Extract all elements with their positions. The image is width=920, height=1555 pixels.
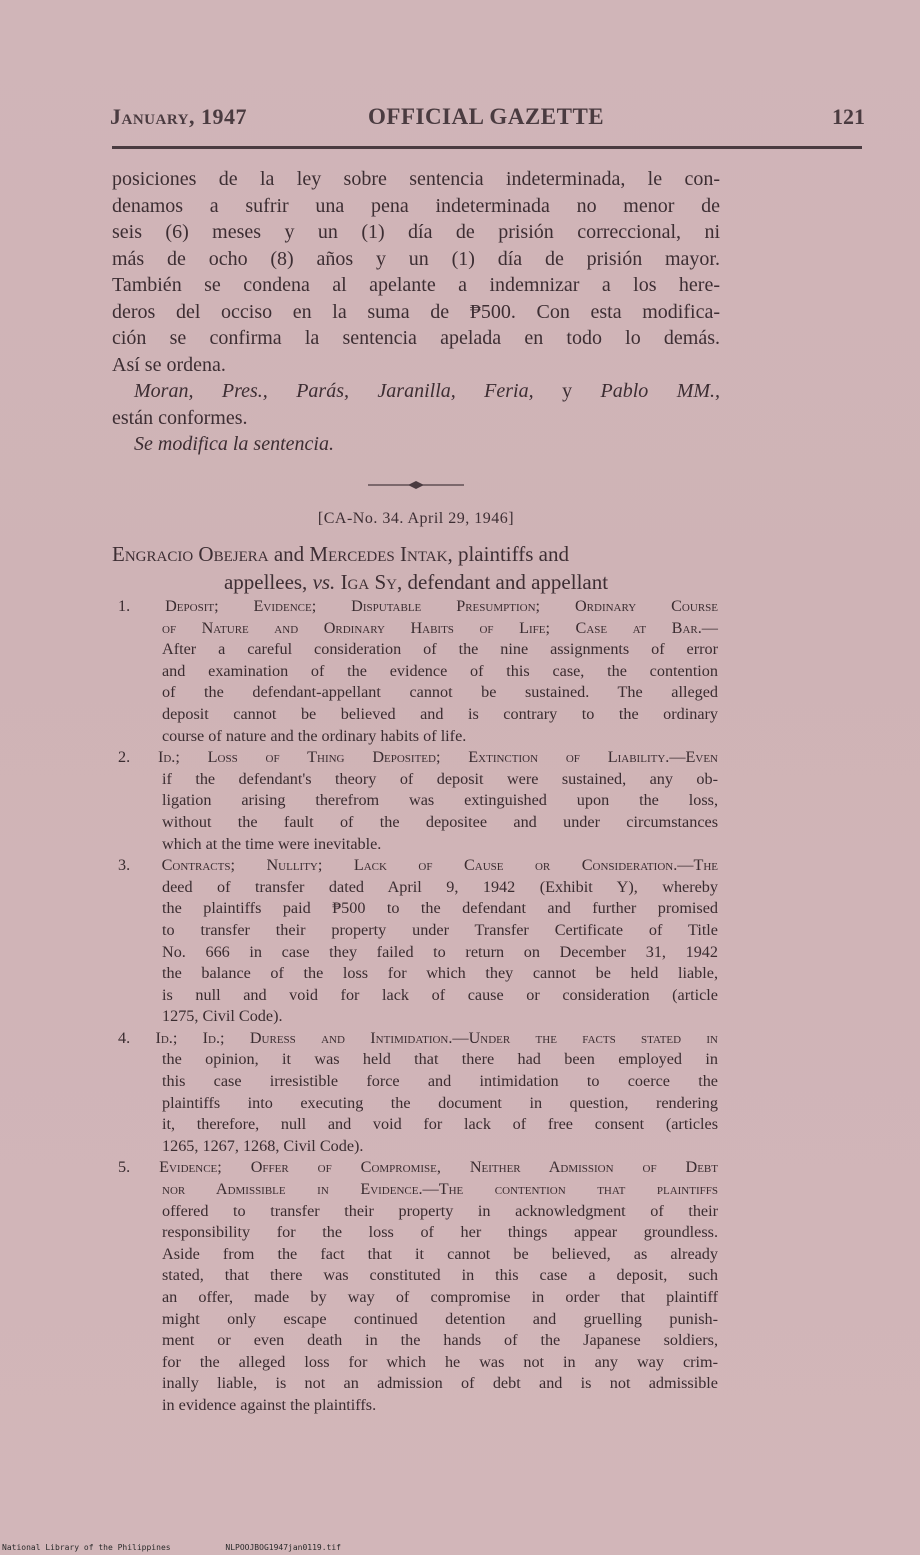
footer-filename: NLPOOJBOG1947jan0119.tif <box>225 1543 341 1552</box>
syllabus-item-5 <box>118 1157 718 1416</box>
syllabus-line: 1. Deposit; Evidence; Disputable Presumption; Ordinary Course <box>118 597 718 615</box>
syllabus-line: in evidence against the plaintiffs. <box>162 1395 377 1414</box>
syllabus-line: inally liable, is not an admission of debt and is not admissible <box>162 1374 718 1393</box>
page-header <box>110 104 865 140</box>
parties-role-2: appellees, <box>223 570 313 594</box>
concurring-justice-last: Pablo MM., <box>600 380 721 402</box>
syllabus-line: nor Admissible in Evidence.—The contention that plaintiffs <box>162 1180 718 1199</box>
concurrence-line <box>112 378 720 405</box>
syllabus-line: 4. Id.; Id.; Duress and Intimidation.—Under the facts stated in <box>118 1028 718 1047</box>
syllabus-line: if the defendant's theory of deposit were sustained, any ob- <box>162 769 718 788</box>
syllabus-line: 1275, Civil Code). <box>162 1007 283 1026</box>
syllabus-line: it, therefore, null and void for lack of free consent (articles <box>162 1115 718 1134</box>
syllabus-line: stated, that there was constituted in this case a deposit, such <box>162 1266 718 1285</box>
concurring-justices: Moran, Pres., Parás, Jaranilla, Feria, <box>134 380 534 402</box>
syllabus-line: and examination of the evidence of this case, the contention <box>162 661 718 680</box>
syllabus-item-1 <box>118 596 718 747</box>
syllabus-line: plaintiffs into executing the document in question, rendering <box>162 1093 718 1112</box>
concurrence-line-2: están conformes. <box>112 406 248 429</box>
header-rule <box>112 146 862 149</box>
body-line: seis (6) meses y un (1) día de prisión correccional, ni <box>112 221 720 243</box>
section-divider-ornament <box>368 478 464 492</box>
parties-line-2 <box>112 568 720 596</box>
case-number: [CA-No. 34. April 29, 1946] <box>317 510 515 527</box>
syllabus-item-4 <box>118 1028 718 1158</box>
syllabus-line: No. 666 in case they failed to return on December 31, 1942 <box>162 942 718 961</box>
body-line: ción se confirma la sentencia apelada en todo lo demás. <box>112 327 720 349</box>
syllabus-line: 1265, 1267, 1268, Civil Code). <box>162 1136 364 1155</box>
plaintiff-1: Engracio Obejera <box>112 542 269 566</box>
syllabus-line: 2. Id.; Loss of Thing Deposited; Extinction of Liability.—Even <box>118 748 718 767</box>
syllabus-line: 5. Evidence; Offer of Compromise, Neither Admission of Debt <box>118 1158 718 1177</box>
decision-text <box>112 166 720 458</box>
syllabus-line: ment or even death in the hands of the Japanese soldiers, <box>162 1331 718 1350</box>
syllabus-item-2 <box>118 747 718 855</box>
plaintiff-2: Mercedes Intak <box>309 542 448 566</box>
footer-library: National Library of the Philippines <box>2 1543 171 1552</box>
body-line: posiciones de la ley sobre sentencia indeterminada, le con- <box>112 168 720 190</box>
body-line: más de ocho (8) años y un (1) día de prisión mayor. <box>112 247 720 270</box>
syllabus-line: ligation arising therefrom was extinguished upon the loss, <box>162 791 718 810</box>
syllabus-line: deposit cannot be believed and is contrary to the ordinary <box>162 704 718 723</box>
syllabus-line: an offer, made by way of compromise in order that plaintiff <box>162 1288 718 1306</box>
body-line: denamos a sufrir una pena indeterminada no menor de <box>112 194 720 217</box>
syllabus-line: course of nature and the ordinary habits of life. <box>162 726 467 745</box>
header-publication: OFFICIAL GAZETTE <box>368 104 605 129</box>
parties-line-1 <box>112 540 720 568</box>
page-number: 121 <box>832 104 865 129</box>
syllabus-line: the opinion, it was held that there had been employed in <box>162 1050 718 1069</box>
concur-conjunction: y <box>562 380 573 402</box>
syllabus-line: offered to transfer their property in acknowledgment of their <box>162 1201 718 1220</box>
parties-and: and <box>268 542 310 566</box>
parties-role-1: , plaintiffs and <box>447 542 569 566</box>
parties-role-3: , defendant and appellant <box>396 570 609 594</box>
syllabus-line: 3. Contracts; Nullity; Lack of Cause or Consideration.—The <box>118 856 718 875</box>
scan-footer <box>2 1543 391 1552</box>
syllabus-line: for the alleged loss for which he was not in any way crim- <box>162 1352 718 1371</box>
syllabus-line: this case irresistible force and intimidation to coerce the <box>162 1072 718 1091</box>
syllabus-line: might only escape continued detention and gruelling punish- <box>162 1309 718 1328</box>
body-line: Así se ordena. <box>112 353 226 376</box>
syllabus-line: without the fault of the depositee and under circumstances <box>162 812 718 831</box>
body-line: deros del occiso en la suma de ₱500. Con esta modifica- <box>112 300 720 323</box>
syllabus-line: the balance of the loss for which they cannot be held liable, <box>162 964 718 983</box>
syllabus-line: responsibility for the loss of her things appear groundless. <box>162 1223 718 1242</box>
syllabus-line: of Nature and Ordinary Habits of Life; Case at Bar.— <box>162 618 718 637</box>
syllabus-line: of the defendant-appellant cannot be sustained. The alleged <box>162 683 718 702</box>
case-parties <box>112 540 720 596</box>
versus: vs. <box>312 570 336 594</box>
defendant: Iga Sy <box>340 570 397 594</box>
syllabus-line: Aside from the fact that it cannot be believed, as already <box>162 1244 718 1263</box>
syllabus-line: to transfer their property under Transfer Certificate of Title <box>162 920 718 939</box>
syllabus <box>118 596 718 1417</box>
syllabus-line: which at the time were inevitable. <box>162 834 382 853</box>
header-date: January, 1947 <box>110 104 247 129</box>
body-line: También se condena al apelante a indemnizar a los here- <box>112 274 720 296</box>
disposition: Se modifica la sentencia. <box>134 433 334 455</box>
syllabus-line: deed of transfer dated April 9, 1942 (Exhibit Y), whereby <box>162 877 718 896</box>
syllabus-line: is null and void for lack of cause or consideration (article <box>162 985 718 1004</box>
syllabus-line: After a careful consideration of the nine assignments of error <box>162 640 718 659</box>
syllabus-item-3 <box>118 855 718 1028</box>
syllabus-line: the plaintiffs paid ₱500 to the defendant and further promised <box>162 899 718 918</box>
